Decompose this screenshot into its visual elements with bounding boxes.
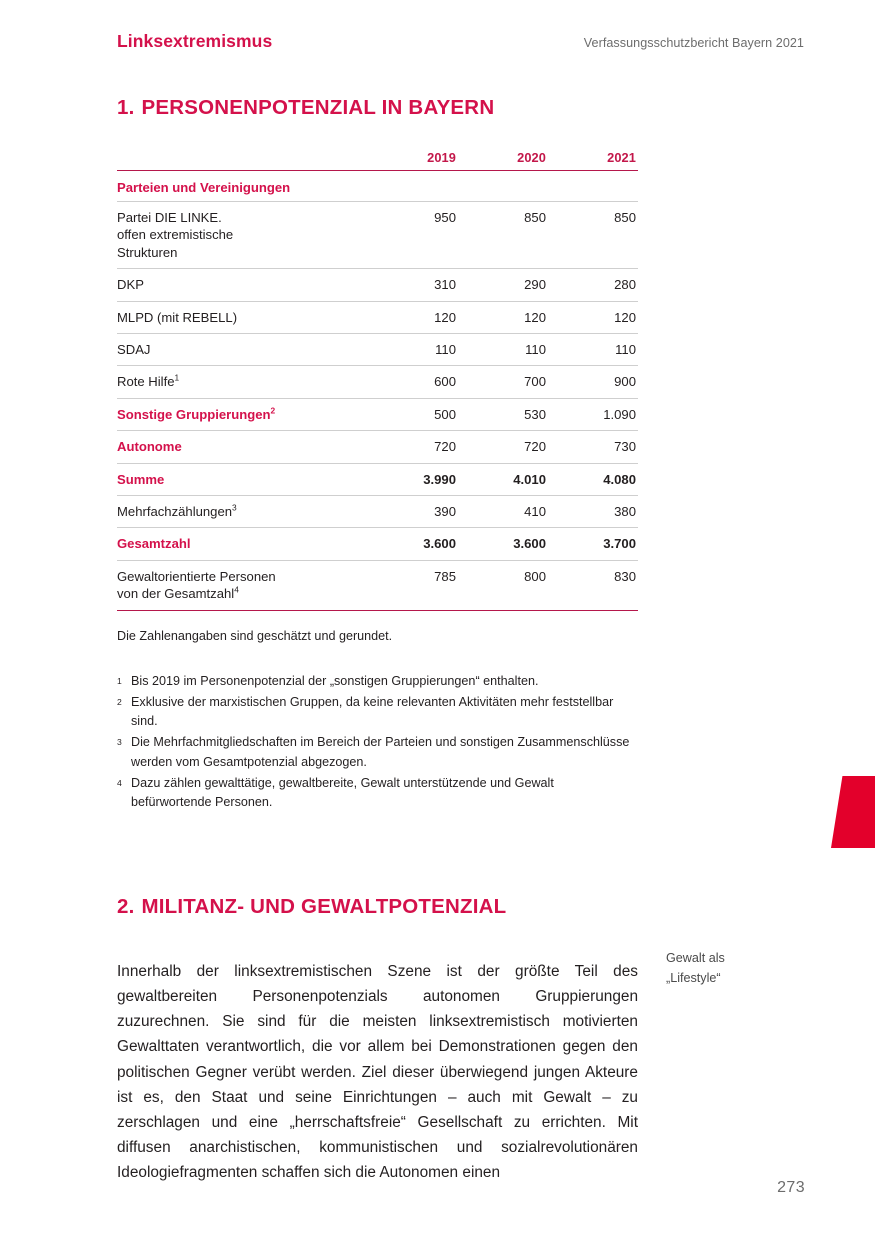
table-row-label: Sonstige Gruppierungen$^2$ bbox=[117, 398, 368, 430]
footnote-marker: 2 bbox=[270, 405, 276, 416]
table-cell-2021: 830 bbox=[548, 560, 638, 610]
table-row-label: Autonome bbox=[117, 431, 368, 463]
table-cell-2020: 850 bbox=[458, 202, 548, 269]
table-row-label: Gesamtzahl bbox=[117, 528, 368, 560]
footnote-text: Dazu zählen gewalttätige, gewaltbereite, Gewalt unterstützende und Gewalt befürwortende Personen. bbox=[131, 775, 554, 809]
table-header-row bbox=[117, 150, 638, 171]
table-group-label: Parteien und Vereinigungen bbox=[117, 171, 638, 202]
table-cell-2021: 1.090 bbox=[548, 398, 638, 430]
footnote-text: Exklusive der marxistischen Gruppen, da keine relevanten Aktivitäten mehr feststellbar sind. bbox=[131, 695, 614, 729]
table-cell-2019: 120 bbox=[368, 301, 458, 333]
table-cell-2021: 110 bbox=[548, 334, 638, 366]
table-cell-2021: 850 bbox=[548, 202, 638, 269]
table-row-label: Mehrfachzählungen$^3$ bbox=[117, 496, 368, 528]
footnote-item bbox=[117, 733, 637, 771]
table-row bbox=[117, 202, 638, 269]
table-cell-2020: 3.600 bbox=[458, 528, 548, 560]
table-header-year-2021: 2021 bbox=[548, 150, 638, 171]
table-row-label: DKP bbox=[117, 269, 368, 301]
section-number-1: 1. bbox=[117, 96, 135, 119]
table-cell-2020: 800 bbox=[458, 560, 548, 610]
personenpotenzial-table-wrapper bbox=[117, 150, 638, 611]
table-cell-2021: 3.700 bbox=[548, 528, 638, 560]
table-header-year-2020: 2020 bbox=[458, 150, 548, 171]
footnote-marker: 3 bbox=[117, 737, 122, 748]
red-parallelogram-decoration bbox=[831, 776, 875, 848]
running-head-chapter: Linksextremismus bbox=[117, 31, 273, 51]
section-heading-1 bbox=[117, 96, 494, 120]
table-cell-2019: 110 bbox=[368, 334, 458, 366]
running-head-report: Verfassungsschutzbericht Bayern 2021 bbox=[583, 36, 804, 50]
section-title-2: MILITANZ- UND GEWALTPOTENZIAL bbox=[141, 895, 507, 918]
footnote-list bbox=[117, 672, 637, 814]
footnote-text: Bis 2019 im Personenpotenzial der „sonstigen Gruppierungen“ enthalten. bbox=[131, 674, 539, 688]
table-row-label: MLPD (mit REBELL) bbox=[117, 301, 368, 333]
margin-note: Gewalt als „Lifestyle“ bbox=[666, 951, 725, 986]
table-row bbox=[117, 560, 638, 610]
personenpotenzial-table bbox=[117, 150, 638, 611]
table-cell-2020: 4.010 bbox=[458, 463, 548, 495]
table-row-label: Partei DIE LINKE. offen extremistische Strukturen bbox=[117, 202, 368, 269]
running-head bbox=[117, 31, 804, 52]
footnote-marker: 1 bbox=[117, 676, 122, 686]
table-row-label: Summe bbox=[117, 463, 368, 495]
table-cell-2020: 110 bbox=[458, 334, 548, 366]
footnote-marker: 3 bbox=[232, 502, 237, 513]
table-cell-2020: 720 bbox=[458, 431, 548, 463]
table-cell-2020: 120 bbox=[458, 301, 548, 333]
table-row bbox=[117, 269, 638, 301]
table-header-label bbox=[117, 150, 368, 171]
estimate-note: Die Zahlenangaben sind geschätzt und gerundet. bbox=[117, 629, 393, 643]
table-row bbox=[117, 301, 638, 333]
table-cell-2019: 390 bbox=[368, 496, 458, 528]
table-row bbox=[117, 431, 638, 463]
table-cell-2019: 500 bbox=[368, 398, 458, 430]
table-body bbox=[117, 171, 638, 611]
table-cell-2019: 310 bbox=[368, 269, 458, 301]
table-cell-2019: 950 bbox=[368, 202, 458, 269]
table-row bbox=[117, 398, 638, 430]
table-cell-2021: 380 bbox=[548, 496, 638, 528]
table-group-row bbox=[117, 171, 638, 202]
table-cell-2020: 700 bbox=[458, 366, 548, 398]
table-row bbox=[117, 528, 638, 560]
table-cell-2019: 785 bbox=[368, 560, 458, 610]
table-cell-2019: 3.990 bbox=[368, 463, 458, 495]
table-cell-2019: 720 bbox=[368, 431, 458, 463]
table-row bbox=[117, 463, 638, 495]
table-cell-2021: 280 bbox=[548, 269, 638, 301]
section-number-2: 2. bbox=[117, 895, 135, 918]
table-cell-2020: 530 bbox=[458, 398, 548, 430]
body-paragraph: Innerhalb der linksextremistischen Szene ist der größte Teil des gewaltbereiten Personenpotenzials autonomen Gruppierungen zuzurechnen. Sie sind für die meisten linksextremistisch motivierten Gewalttaten verantwortlich, die vor allem bei Demonstrationen gegen den politischen Gegner verübt werden. Ziel dieser überwiegend jungen Akteure ist es, den Staat und seine Einrichtungen – auch mit Gewalt – zu zerschlagen und eine „herrschaftsfreie“ Gesellschaft zu errichten. Mit diffusen anarchistischen, kommunistischen und sozialrevolutionären Ideologiefragmenten schaffen sich die Autonomen einen bbox=[117, 963, 638, 1181]
section-heading-2 bbox=[117, 895, 506, 919]
table-row-label: Gewaltorientierte Personen von der Gesamtzahl$^4$ bbox=[117, 560, 368, 610]
table-row bbox=[117, 496, 638, 528]
footnote-item bbox=[117, 774, 637, 812]
footnote-item bbox=[117, 693, 637, 731]
footnote-marker: 4 bbox=[234, 584, 239, 595]
table-cell-2021: 730 bbox=[548, 431, 638, 463]
footnote-marker: 2 bbox=[117, 697, 122, 708]
table-row-label: SDAJ bbox=[117, 334, 368, 366]
table-cell-2020: 290 bbox=[458, 269, 548, 301]
page-number: 273 bbox=[777, 1179, 805, 1196]
table-row bbox=[117, 334, 638, 366]
table-row-label: Rote Hilfe$^1$ bbox=[117, 366, 368, 398]
table-cell-2019: 600 bbox=[368, 366, 458, 398]
table-cell-2020: 410 bbox=[458, 496, 548, 528]
table-cell-2021: 120 bbox=[548, 301, 638, 333]
table-cell-2019: 3.600 bbox=[368, 528, 458, 560]
footnote-marker: 4 bbox=[117, 777, 122, 788]
footnote-item bbox=[117, 672, 637, 691]
footnote-marker: 1 bbox=[174, 373, 180, 384]
table-row bbox=[117, 366, 638, 398]
table-header-year-2019: 2019 bbox=[368, 150, 458, 171]
section-title-1: PERSONENPOTENZIAL IN BAYERN bbox=[141, 96, 495, 119]
table-cell-2021: 4.080 bbox=[548, 463, 638, 495]
footnote-text: Die Mehrfachmitgliedschaften im Bereich der Parteien und sonstigen Zusammenschlüsse werden vom Gesamtpotenzial abgezogen. bbox=[131, 735, 630, 769]
table-cell-2021: 900 bbox=[548, 366, 638, 398]
